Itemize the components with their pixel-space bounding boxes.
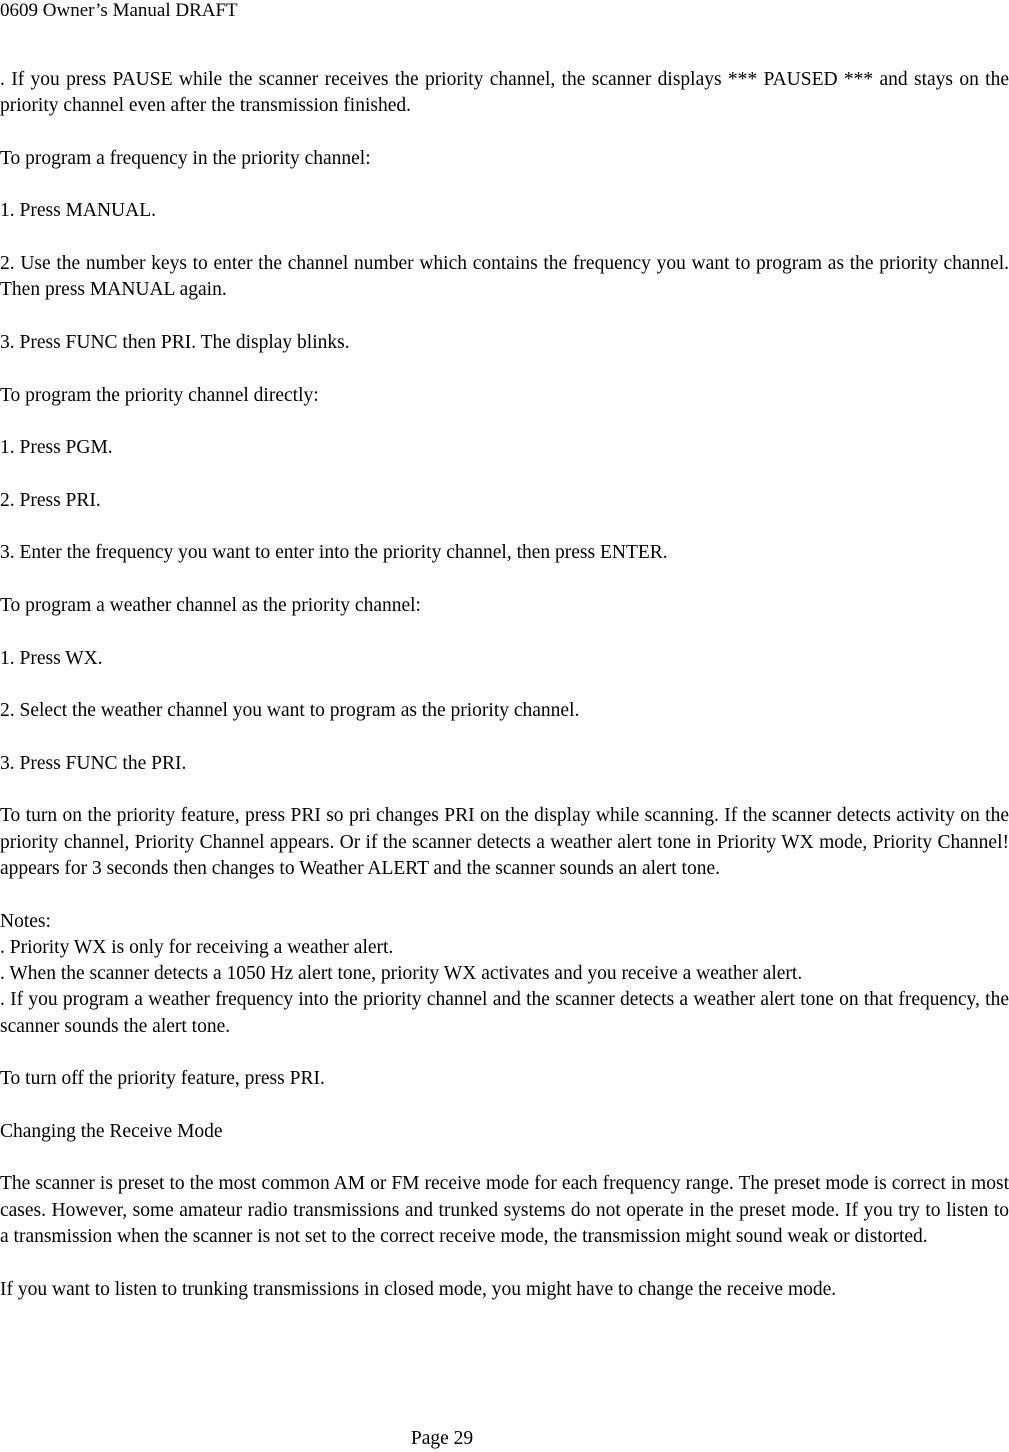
- paragraph-turn-off-priority: To turn off the priority feature, press PRI.: [0, 1068, 325, 1090]
- paragraph-trunking-mode: If you want to listen to trunking transmissions in closed mode, you might have to change the receive mode.: [0, 1278, 837, 1300]
- paragraph-turn-on-priority: To turn on the priority feature, press PRI so pri changes PRI on the display while scanning. If the scanner detects activity on the priority channel, Priority Channel appears. Or if the scanner detects a weather alert tone in Priority WX mode, Priority Channel! appears for 3 seconds then changes to Weather ALERT and the scanner sounds an alert tone.: [0, 805, 1009, 879]
- page-body: [0, 67, 1009, 1329]
- step-press-wx: 1. Press WX.: [0, 647, 103, 669]
- note-item: . When the scanner detects a 1050 Hz alert tone, priority WX activates and you receive a weather alert.: [0, 963, 803, 985]
- heading-program-weather: To program a weather channel as the priority channel:: [0, 594, 421, 616]
- step-enter-channel: 2. Use the number keys to enter the channel number which contains the frequency you want to program as the priority channel. Then press MANUAL again.: [0, 253, 1009, 301]
- notes-heading: Notes:: [0, 910, 51, 932]
- page-number: Page 29: [410, 1428, 474, 1449]
- step-enter-frequency: 3. Enter the frequency you want to enter into the priority channel, then press ENTER.: [0, 542, 668, 564]
- step-func-pri: 3. Press FUNC then PRI. The display blinks.: [0, 331, 350, 353]
- note-item: . Priority WX is only for receiving a weather alert.: [0, 936, 394, 958]
- step-select-weather: 2. Select the weather channel you want to program as the priority channel.: [0, 700, 580, 722]
- paragraph-receive-mode-intro: The scanner is preset to the most common AM or FM receive mode for each frequency range. The preset mode is correct in most cases. However, some amateur radio transmissions and trunked systems do not operate in the preset mode. If you try to listen to a transmission when the scanner is not set to the correct receive mode, the transmission might sound weak or distorted.: [0, 1173, 1009, 1248]
- step-press-pri: 2. Press PRI.: [0, 489, 101, 511]
- paragraph-pause-note: . If you press PAUSE while the scanner receives the priority channel, the scanner displays *** PAUSED *** and stays on the priority channel even after the transmission finished.: [0, 69, 1009, 117]
- section-heading-receive-mode: Changing the Receive Mode: [0, 1120, 223, 1142]
- step-press-manual: 1. Press MANUAL.: [0, 200, 156, 222]
- header-title: 0609 Owner’s Manual DRAFT: [0, 0, 238, 21]
- document-header: [0, 0, 238, 22]
- note-item: . If you program a weather frequency into the priority channel and the scanner detects a weather alert tone on that frequency, the scanner sounds the alert tone.: [0, 989, 1009, 1037]
- step-func-the-pri: 3. Press FUNC the PRI.: [0, 752, 187, 774]
- heading-program-frequency: To program a frequency in the priority channel:: [0, 147, 371, 169]
- step-press-pgm: 1. Press PGM.: [0, 437, 113, 459]
- heading-program-directly: To program the priority channel directly:: [0, 384, 319, 406]
- page-footer: [0, 1428, 884, 1450]
